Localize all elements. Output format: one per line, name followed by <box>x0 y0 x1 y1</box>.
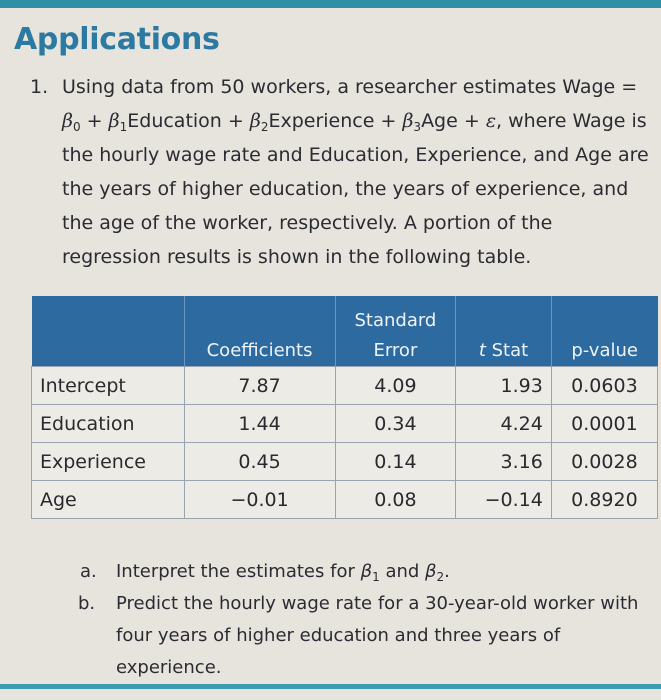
row-label: Education <box>32 405 185 443</box>
part-b <box>74 588 644 684</box>
problem-number: 1. <box>30 76 49 98</box>
std-error-cell: 4.09 <box>335 367 456 405</box>
coefficient-cell: 7.87 <box>184 367 335 405</box>
part-a-beta1: β <box>360 561 373 582</box>
header-t-stat-label: Stat <box>485 340 529 361</box>
header-t-stat <box>456 296 552 367</box>
plus-sign: + <box>374 110 403 132</box>
part-a-prefix: Interpret the estimates for <box>116 561 361 582</box>
section-heading: Applications <box>14 22 220 57</box>
table-row <box>32 443 658 481</box>
plus-sign: + <box>80 110 109 132</box>
header-t-italic: t <box>478 340 486 361</box>
beta0-subscript: 0 <box>72 120 81 134</box>
header-standard-error-line2: Error <box>373 340 418 361</box>
header-p-value: p-value <box>551 296 657 367</box>
row-label: Intercept <box>32 367 185 405</box>
part-a-beta1-subscript: 1 <box>372 570 380 584</box>
t-stat-cell: 4.24 <box>456 405 552 443</box>
header-coefficients: Coefficients <box>184 296 335 367</box>
beta3-subscript: 3 <box>413 120 422 134</box>
beta0-symbol: β <box>62 110 73 132</box>
after-epsilon: , where Wage <box>496 110 626 132</box>
t-stat-cell: 1.93 <box>456 367 552 405</box>
row-label: Experience <box>32 443 185 481</box>
std-error-cell: 0.34 <box>335 405 456 443</box>
p-value-cell: 0.8920 <box>551 481 657 519</box>
header-stub <box>32 296 185 367</box>
table-header-row <box>32 296 658 367</box>
problem-parts <box>74 556 644 684</box>
age-term: Age <box>421 110 458 132</box>
problem-line1: Using data from 50 workers, a researcher estimates Wage = <box>62 76 638 98</box>
part-a-and: and <box>379 561 426 582</box>
p-value-cell: 0.0001 <box>551 405 657 443</box>
beta2-subscript: 2 <box>260 120 269 134</box>
t-stat-cell: −0.14 <box>456 481 552 519</box>
coefficient-cell: 0.45 <box>184 443 335 481</box>
p-value-cell: 0.0028 <box>551 443 657 481</box>
regression-table <box>31 296 658 519</box>
coefficient-cell: 1.44 <box>184 405 335 443</box>
epsilon-symbol: ε <box>485 110 497 132</box>
part-a-beta2-subscript: 2 <box>436 570 445 584</box>
header-standard-error-line1: Standard <box>354 310 437 331</box>
bottom-accent-rule <box>0 684 661 689</box>
part-a-end: . <box>444 561 450 582</box>
problem-text <box>62 70 652 274</box>
beta1-symbol: β <box>108 110 120 132</box>
problem-description: is the hourly wage rate and Education, Experience, and Age are the years of higher education, the years of experience, and the age of the worker, respectively. A portion of the regression results is shown in the following table. <box>62 110 649 268</box>
plus-sign: + <box>457 110 486 132</box>
header-standard-error <box>335 296 456 367</box>
experience-term: Experience <box>268 110 375 132</box>
t-stat-cell: 3.16 <box>456 443 552 481</box>
table-row <box>32 405 658 443</box>
beta3-symbol: β <box>402 110 414 132</box>
top-accent-rule <box>0 0 661 8</box>
p-value-cell: 0.0603 <box>551 367 657 405</box>
education-term: Education <box>127 110 222 132</box>
part-b-text: Predict the hourly wage rate for a 30-year-old worker with four years of higher education and three years of experience. <box>116 593 639 678</box>
part-b-letter: b. <box>78 593 96 614</box>
coefficient-cell: −0.01 <box>184 481 335 519</box>
row-label: Age <box>32 481 185 519</box>
part-a-beta2: β <box>425 561 437 582</box>
beta1-subscript: 1 <box>119 120 128 134</box>
part-a <box>74 556 644 588</box>
std-error-cell: 0.14 <box>335 443 456 481</box>
table-row <box>32 367 658 405</box>
beta2-symbol: β <box>249 110 261 132</box>
std-error-cell: 0.08 <box>335 481 456 519</box>
table-row <box>32 481 658 519</box>
problem-1 <box>30 70 652 274</box>
part-a-letter: a. <box>80 561 97 582</box>
plus-sign: + <box>221 110 250 132</box>
